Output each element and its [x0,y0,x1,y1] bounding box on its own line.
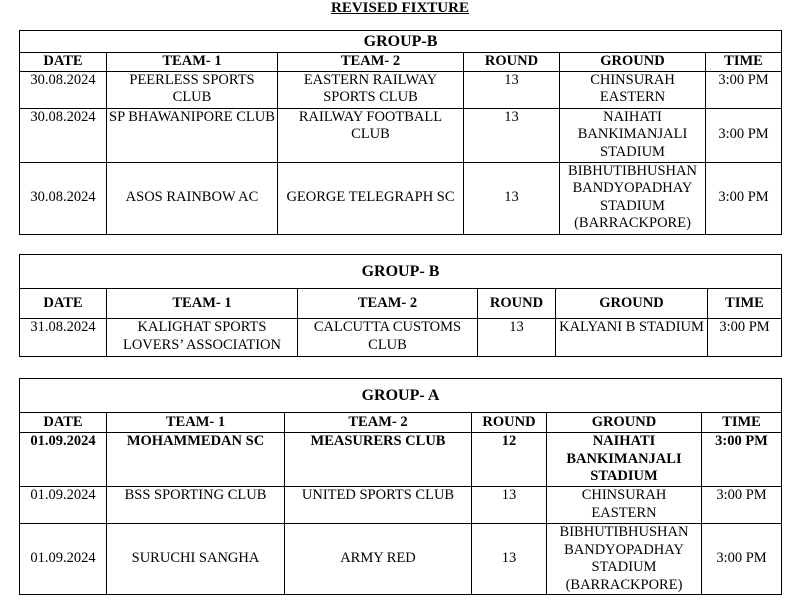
table-row [20,162,782,234]
cell-team1: SP BHAWANIPORE CLUB [107,108,278,162]
cell-team2: RAILWAY FOOTBALL CLUB [278,108,464,162]
table-row [20,71,782,108]
fixture-table-group-b-2 [19,254,782,357]
column-header-team1: TEAM- 1 [107,53,278,72]
cell-ground: NAIHATI BANKIMANJALI STADIUM [547,433,702,487]
cell-time: 3:00 PM [706,162,782,234]
cell-team2: UNITED SPORTS CLUB [285,487,472,524]
fixture-table-group-b-1 [19,30,782,235]
cell-round: 13 [472,524,547,595]
page-title: REVISED FIXTURE [331,0,469,16]
fixture-table-group-a [19,378,782,595]
cell-ground: CHINSURAH EASTERN [547,487,702,524]
cell-team2: MEASURERS CLUB [285,433,472,487]
cell-round: 13 [478,319,556,357]
cell-round: 13 [464,71,560,108]
table-row [20,319,782,357]
column-header-team1: TEAM- 1 [107,289,298,319]
cell-team1: SURUCHI SANGHA [107,524,285,595]
cell-round: 13 [464,108,560,162]
cell-ground: BIBHUTIBHUSHAN BANDYOPADHAY STADIUM (BARRACKPORE) [547,524,702,595]
cell-date: 30.08.2024 [20,162,107,234]
cell-date: 30.08.2024 [20,71,107,108]
table-row [20,524,782,595]
cell-date: 01.09.2024 [20,433,107,487]
column-header-date: DATE [20,413,107,433]
cell-ground: KALYANI B STADIUM [556,319,708,357]
column-header-team2: TEAM- 2 [278,53,464,72]
cell-round: 12 [472,433,547,487]
table-row [20,487,782,524]
cell-team2: ARMY RED [285,524,472,595]
cell-round: 13 [472,487,547,524]
column-header-date: DATE [20,289,107,319]
cell-team1: BSS SPORTING CLUB [107,487,285,524]
column-header-round: ROUND [464,53,560,72]
cell-team2: GEORGE TELEGRAPH SC [278,162,464,234]
cell-date: 30.08.2024 [20,108,107,162]
cell-date: 31.08.2024 [20,319,107,357]
cell-time: 3:00 PM [706,71,782,108]
cell-team1: MOHAMMEDAN SC [107,433,285,487]
cell-time: 3:00 PM [706,108,782,162]
cell-ground: NAIHATI BANKIMANJALI STADIUM [560,108,706,162]
cell-time: 3:00 PM [702,524,782,595]
column-header-team2: TEAM- 2 [298,289,478,319]
cell-time: 3:00 PM [708,319,782,357]
column-header-ground: GROUND [547,413,702,433]
cell-round: 13 [464,162,560,234]
cell-time: 3:00 PM [702,433,782,487]
cell-team1: ASOS RAINBOW AC [107,162,278,234]
column-header-time: TIME [706,53,782,72]
column-header-round: ROUND [472,413,547,433]
cell-date: 01.09.2024 [20,524,107,595]
cell-time: 3:00 PM [702,487,782,524]
column-header-time: TIME [702,413,782,433]
cell-date: 01.09.2024 [20,487,107,524]
column-header-date: DATE [20,53,107,72]
column-header-ground: GROUND [556,289,708,319]
group-header: GROUP-B [20,31,782,53]
column-header-ground: GROUND [560,53,706,72]
group-header: GROUP- B [20,255,782,289]
cell-team2: EASTERN RAILWAY SPORTS CLUB [278,71,464,108]
cell-team1: PEERLESS SPORTS CLUB [107,71,278,108]
column-header-team1: TEAM- 1 [107,413,285,433]
table-row [20,108,782,162]
cell-team1: KALIGHAT SPORTS LOVERS’ ASSOCIATION [107,319,298,357]
column-header-round: ROUND [478,289,556,319]
cell-team2: CALCUTTA CUSTOMS CLUB [298,319,478,357]
table-row [20,433,782,487]
column-header-time: TIME [708,289,782,319]
group-header: GROUP- A [20,379,782,413]
cell-ground: BIBHUTIBHUSHAN BANDYOPADHAY STADIUM (BARRACKPORE) [560,162,706,234]
cell-ground: CHINSURAH EASTERN [560,71,706,108]
column-header-team2: TEAM- 2 [285,413,472,433]
